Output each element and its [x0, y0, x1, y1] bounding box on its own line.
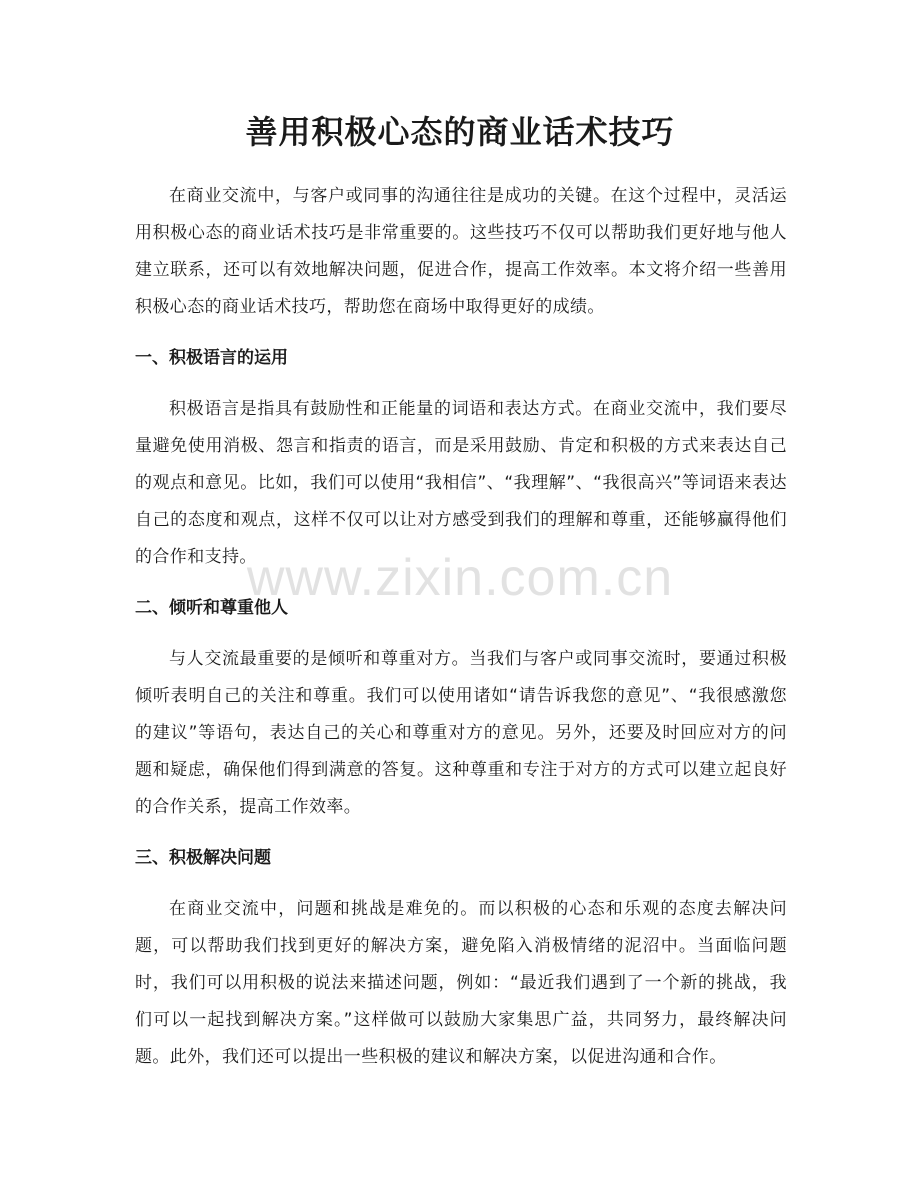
intro-paragraph: 在商业交流中，与客户或同事的沟通往往是成功的关键。在这个过程中，灵活运用积极心态的商业话术技巧是非常重要的。这些技巧不仅可以帮助我们更好地与他人建立联系，还可以有效地解决问题，促进合作，提高工作效率。本文将介绍一些善用积极心态的商业话术技巧，帮助您在商场中取得更好的成绩。 — [135, 186, 787, 317]
section-heading-2: 二、倾听和尊重他人 — [135, 598, 288, 618]
section-paragraph-3: 在商业交流中，问题和挑战是难免的。而以积极的心态和乐观的态度去解决问题，可以帮助我们找到更好的解决方案，避免陷入消极情绪的泥沼中。当面临问题时，我们可以用积极的说法来描述问题，例如：“最近我们遇到了一个新的挑战，我们可以一起找到解决方案。”这样做可以鼓励大家集思广益，共同努力，最终解决问题。此外，我们还可以提出一些积极的建议和解决方案，以促进沟通和合作。 — [135, 899, 787, 1067]
section-paragraph-2: 与人交流最重要的是倾听和尊重对方。当我们与客户或同事交流时，要通过积极倾听表明自己的关注和尊重。我们可以使用诸如“请告诉我您的意见”、“我很感激您的建议”等语句，表达自己的关心和尊重对方的意见。另外，还要及时回应对方的问题和疑虑，确保他们得到满意的答复。这种尊重和专注于对方的方式可以建立起良好的合作关系，提高工作效率。 — [135, 649, 787, 817]
section-heading-3: 三、积极解决问题 — [135, 848, 271, 868]
document-body — [135, 178, 787, 1076]
section-heading-1: 一、积极语言的运用 — [135, 348, 288, 368]
page-title: 善用积极心态的商业话术技巧 — [245, 113, 675, 151]
watermark-text: www.zixin.com.cn — [246, 549, 674, 607]
section-paragraph-1: 积极语言是指具有鼓励性和正能量的词语和表达方式。在商业交流中，我们要尽量避免使用消极、怨言和指责的语言，而是采用鼓励、肯定和积极的方式来表达自己的观点和意见。比如，我们可以使用“我相信”、“我理解”、“我很高兴”等词语来表达自己的态度和观点，这样不仅可以让对方感受到我们的理解和尊重，还能够赢得他们的合作和支持。 — [135, 399, 787, 567]
